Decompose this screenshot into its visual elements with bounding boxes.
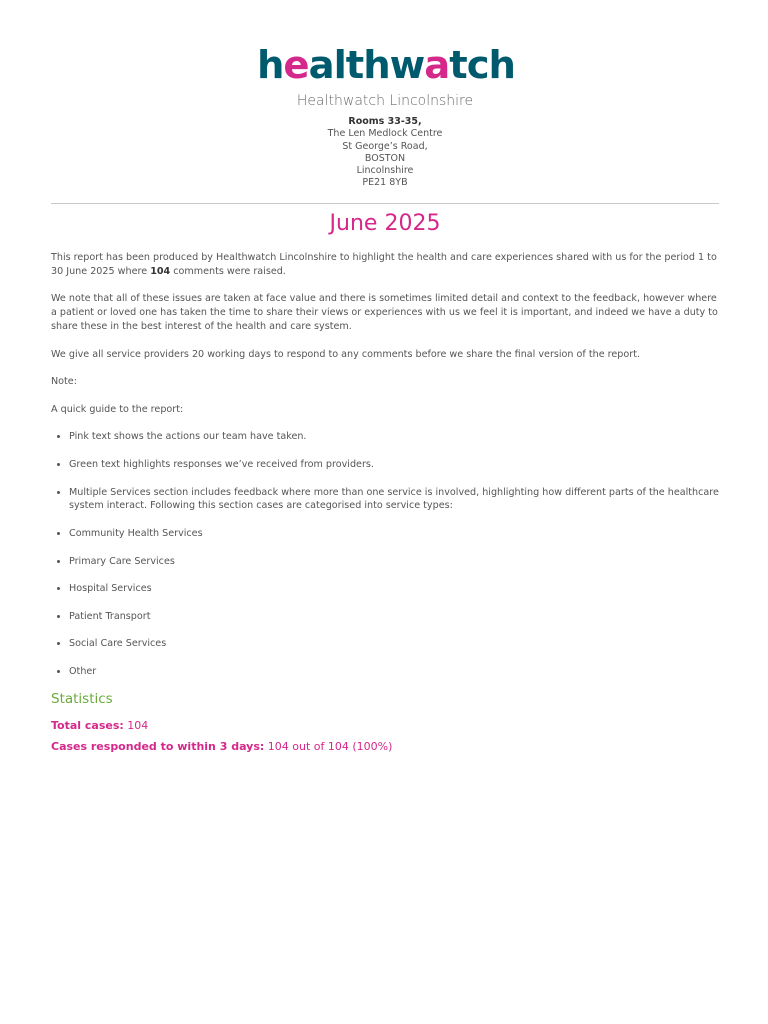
intro-paragraph [51, 251, 719, 279]
address-line: BOSTON [364, 152, 406, 164]
address-line: The Len Medlock Centre [327, 128, 443, 140]
list-item: • Patient Transport [69, 610, 719, 624]
guide-intro: A quick guide to the report: [51, 403, 184, 415]
statistics-heading: Statistics [51, 691, 113, 707]
address-line: PE21 8YB [362, 177, 408, 189]
list-item: • Primary Care Services [69, 555, 719, 569]
note-label: Note: [51, 376, 77, 388]
total-cases-stat [51, 719, 148, 732]
list-item: • Pink text shows the actions our team have taken. [69, 430, 719, 444]
context-paragraph: We note that all of these issues are taken at face value and there is sometimes limited detail and context to the feedback, however where a patient or loved one has taken the time to share their views or experiences with us we feel it is important, and indeed we have a duty to share these in the best interest of the health and care system. [51, 293, 718, 332]
address-line: Rooms 33-35, [348, 116, 422, 127]
list-item: • Other [69, 665, 719, 679]
response-window-paragraph: We give all service providers 20 working days to respond to any comments before we share the final version of the report. [51, 348, 641, 360]
responded-cases-value: 104 out of 104 (100%) [267, 740, 393, 753]
address-line: Lincolnshire [356, 165, 414, 177]
comment-count: 104 [150, 265, 171, 277]
total-cases-label: Total cases: [51, 719, 124, 732]
healthwatch-logo [257, 44, 517, 88]
intro-text: This report has been produced by Healthwatch Lincolnshire to highlight the health and care experiences shared with us for the period 1 to 30 June 2025 where [51, 252, 717, 277]
total-cases-value: 104 [127, 719, 149, 732]
list-item: • Community Health Services [69, 527, 719, 541]
svg-text:healthwatch: healthwatch [257, 44, 515, 87]
responded-cases-stat [51, 740, 392, 753]
organisation-name: Healthwatch Lincolnshire [296, 93, 474, 109]
address-line: St George’s Road, [342, 140, 428, 152]
responded-cases-label: Cases responded to within 3 days: [51, 740, 265, 753]
address-block [51, 116, 719, 190]
report-body [51, 251, 719, 693]
list-item: • Multiple Services section includes feedback where more than one service is involved, highlighting how different parts of the healthcare system interact. Following this section cases are categorised into service types: [69, 486, 719, 514]
list-item: • Social Care Services [69, 637, 719, 651]
list-item: • Green text highlights responses we’ve received from providers. [69, 458, 719, 472]
guide-list [51, 430, 719, 678]
report-title: June 2025 [329, 211, 441, 236]
header-divider [51, 203, 719, 204]
intro-text-end: comments were raised. [170, 265, 286, 277]
list-item: • Hospital Services [69, 582, 719, 596]
